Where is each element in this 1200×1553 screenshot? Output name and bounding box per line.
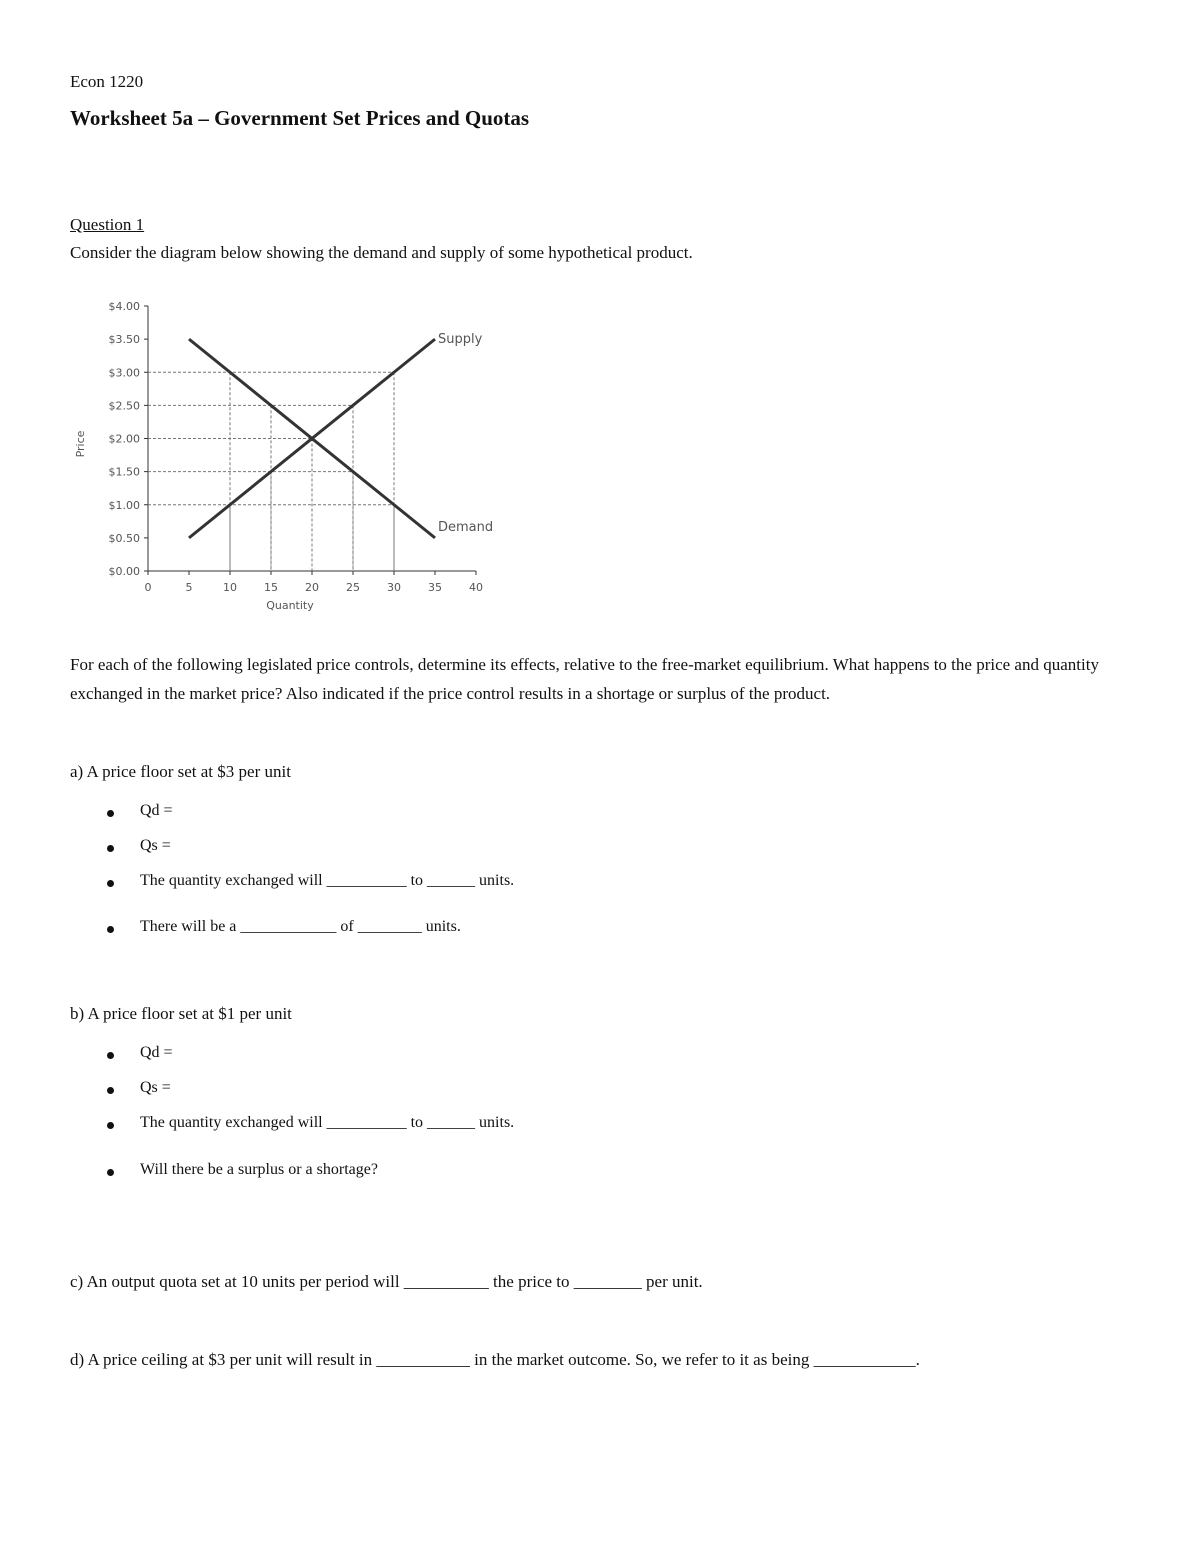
part-a-bullet-result — [140, 918, 461, 936]
x-tick-label: 40 — [469, 581, 483, 594]
bullet-dot — [107, 1087, 114, 1094]
bullet-text: Qs = — [140, 1079, 171, 1096]
y-axis-label: Price — [74, 430, 87, 458]
part-a-bullet-quantity — [140, 872, 514, 890]
bullet-dot — [107, 845, 114, 852]
y-tick-label: $1.00 — [108, 498, 140, 512]
part-a-bullet-qd — [140, 802, 173, 820]
y-tick-label: $4.00 — [108, 300, 140, 313]
supply-label: Supply — [438, 332, 483, 348]
bullet-dot — [107, 926, 114, 933]
x-tick-label: 35 — [428, 581, 442, 594]
bullet-dot — [107, 810, 114, 817]
instructions-paragraph: For each of the following legislated price controls, determine its effects, relative to the free-market equilibrium. What happens to the price and quantity exchanged in the market price? Also indicated if the price control results in a shortage or surplus of the product. — [70, 655, 1099, 703]
part-a-bullet-qs — [140, 837, 171, 855]
bullet-text: Will there be a surplus or a shortage? — [140, 1161, 378, 1178]
part-d-text: d) A price ceiling at $3 per unit will result in ___________ in the market outcome. So, we refer to it as being ____________. — [70, 1350, 920, 1369]
course-code: Econ 1220 — [70, 72, 144, 91]
bullet-dot — [107, 1052, 114, 1059]
part-a-label: a) A price floor set at $3 per unit — [70, 762, 291, 781]
part-b-bullet-quantity — [140, 1114, 514, 1132]
y-tick-label: $0.00 — [108, 565, 140, 578]
chart-plot-area — [74, 300, 493, 612]
bullet-text: The quantity exchanged will __________ to ______ units. — [140, 872, 515, 889]
x-tick-label: 10 — [223, 581, 237, 594]
x-tick-label: 30 — [387, 581, 401, 594]
x-tick-label: 25 — [346, 581, 360, 594]
question-prompt: Consider the diagram below showing the demand and supply of some hypothetical product. — [70, 243, 693, 262]
part-b-label: b) A price floor set at $1 per unit — [70, 1004, 292, 1023]
bullet-text: The quantity exchanged will __________ to ______ units. — [140, 1114, 515, 1131]
part-b-bullet-result — [140, 1161, 378, 1179]
y-tick-label: $0.50 — [108, 531, 140, 545]
bullet-text: There will be a ____________ of ________ units. — [140, 918, 461, 935]
y-tick-label: $2.00 — [108, 432, 140, 446]
x-tick-label: 20 — [305, 581, 319, 594]
x-tick-label: 0 — [144, 581, 152, 594]
bullet-dot — [107, 1122, 114, 1129]
y-tick-label: $2.50 — [108, 399, 140, 413]
bullet-text: Qd = — [140, 802, 173, 819]
bullet-text: Qd = — [140, 1044, 173, 1061]
bullet-dot — [107, 1169, 114, 1176]
part-b-bullet-qs — [140, 1079, 171, 1097]
x-tick-label: 15 — [264, 581, 278, 594]
x-tick-label: 5 — [185, 581, 193, 594]
y-tick-label: $3.50 — [108, 333, 140, 347]
bullet-text: Qs = — [140, 837, 171, 854]
supply-demand-chart — [70, 296, 530, 626]
demand-label: Demand — [438, 519, 494, 535]
y-tick-label: $3.00 — [108, 366, 140, 380]
x-axis-label: Quantity — [266, 599, 314, 612]
page-title: Worksheet 5a – Government Set Prices and Quotas — [70, 106, 530, 130]
question-heading: Question 1 — [70, 215, 145, 234]
part-b-bullet-qd — [140, 1044, 173, 1062]
bullet-dot — [107, 880, 114, 887]
part-c-text: c) An output quota set at 10 units per period will __________ the price to ________ per unit. — [70, 1272, 703, 1291]
y-tick-label: $1.50 — [108, 465, 140, 479]
